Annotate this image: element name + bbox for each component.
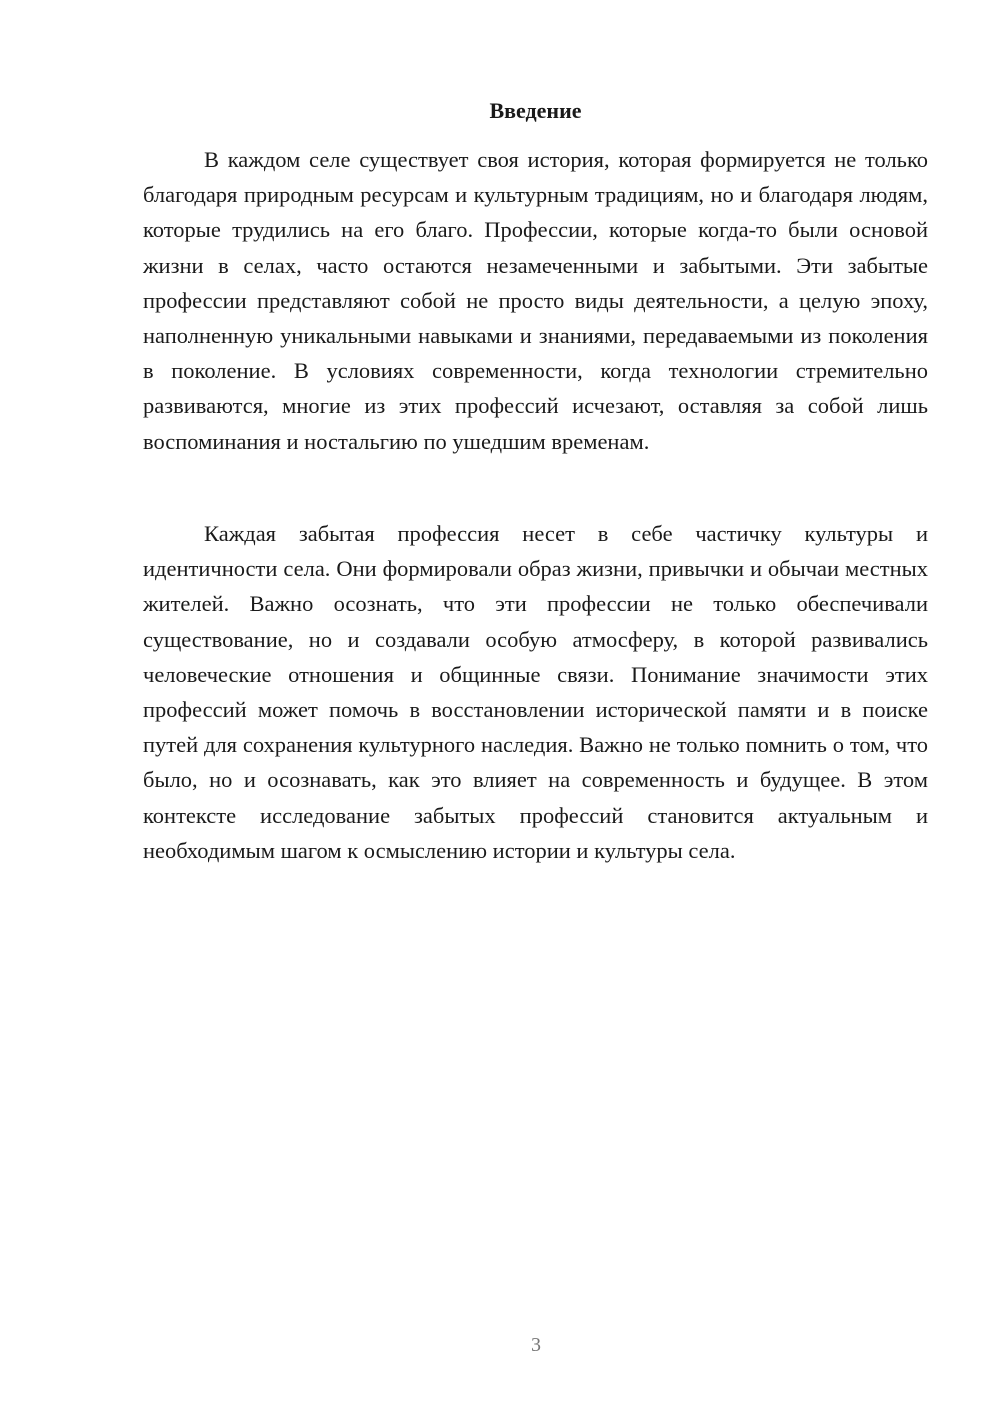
page-number: 3 — [531, 1334, 541, 1356]
section-title: Введение — [489, 98, 582, 123]
paragraph-2: Каждая забытая профессия несет в себе частичку культуры и идентичности села. Они формировали образ жизни, привычки и обычаи местных жителей. Важно осознать, что эти профессии не только обеспечивали существование, но и создавали особую атмосферу, в которой развивались человеческие отношения и общинные связи. Понимание значимости этих профессий может помочь в восстановлении исторической памяти и в поиске путей для сохранения культурного наследия. Важно не только помнить о том, что было, но и осознавать, как это влияет на современность и будущее. В этом контексте исследование забытых профессий становится актуальным и необходимым шагом к осмыслению истории и культуры села. — [143, 521, 928, 863]
paragraph-1: В каждом селе существует своя история, которая формируется не только благодаря природным ресурсам и культурным традициям, но и благодаря людям, которые трудились на его благо. Профессии, которые когда-то были основой жизни в селах, часто остаются незамеченными и забытыми. Эти забытые профессии представляют собой не просто виды деятельности, а целую эпоху, наполненную уникальными навыками и знаниями, передаваемыми из поколения в поколение. В условиях современности, когда технологии стремительно развиваются, многие из этих профессий исчезают, оставляя за собой лишь воспоминания и ностальгию по ушедшим временам. — [143, 147, 928, 454]
